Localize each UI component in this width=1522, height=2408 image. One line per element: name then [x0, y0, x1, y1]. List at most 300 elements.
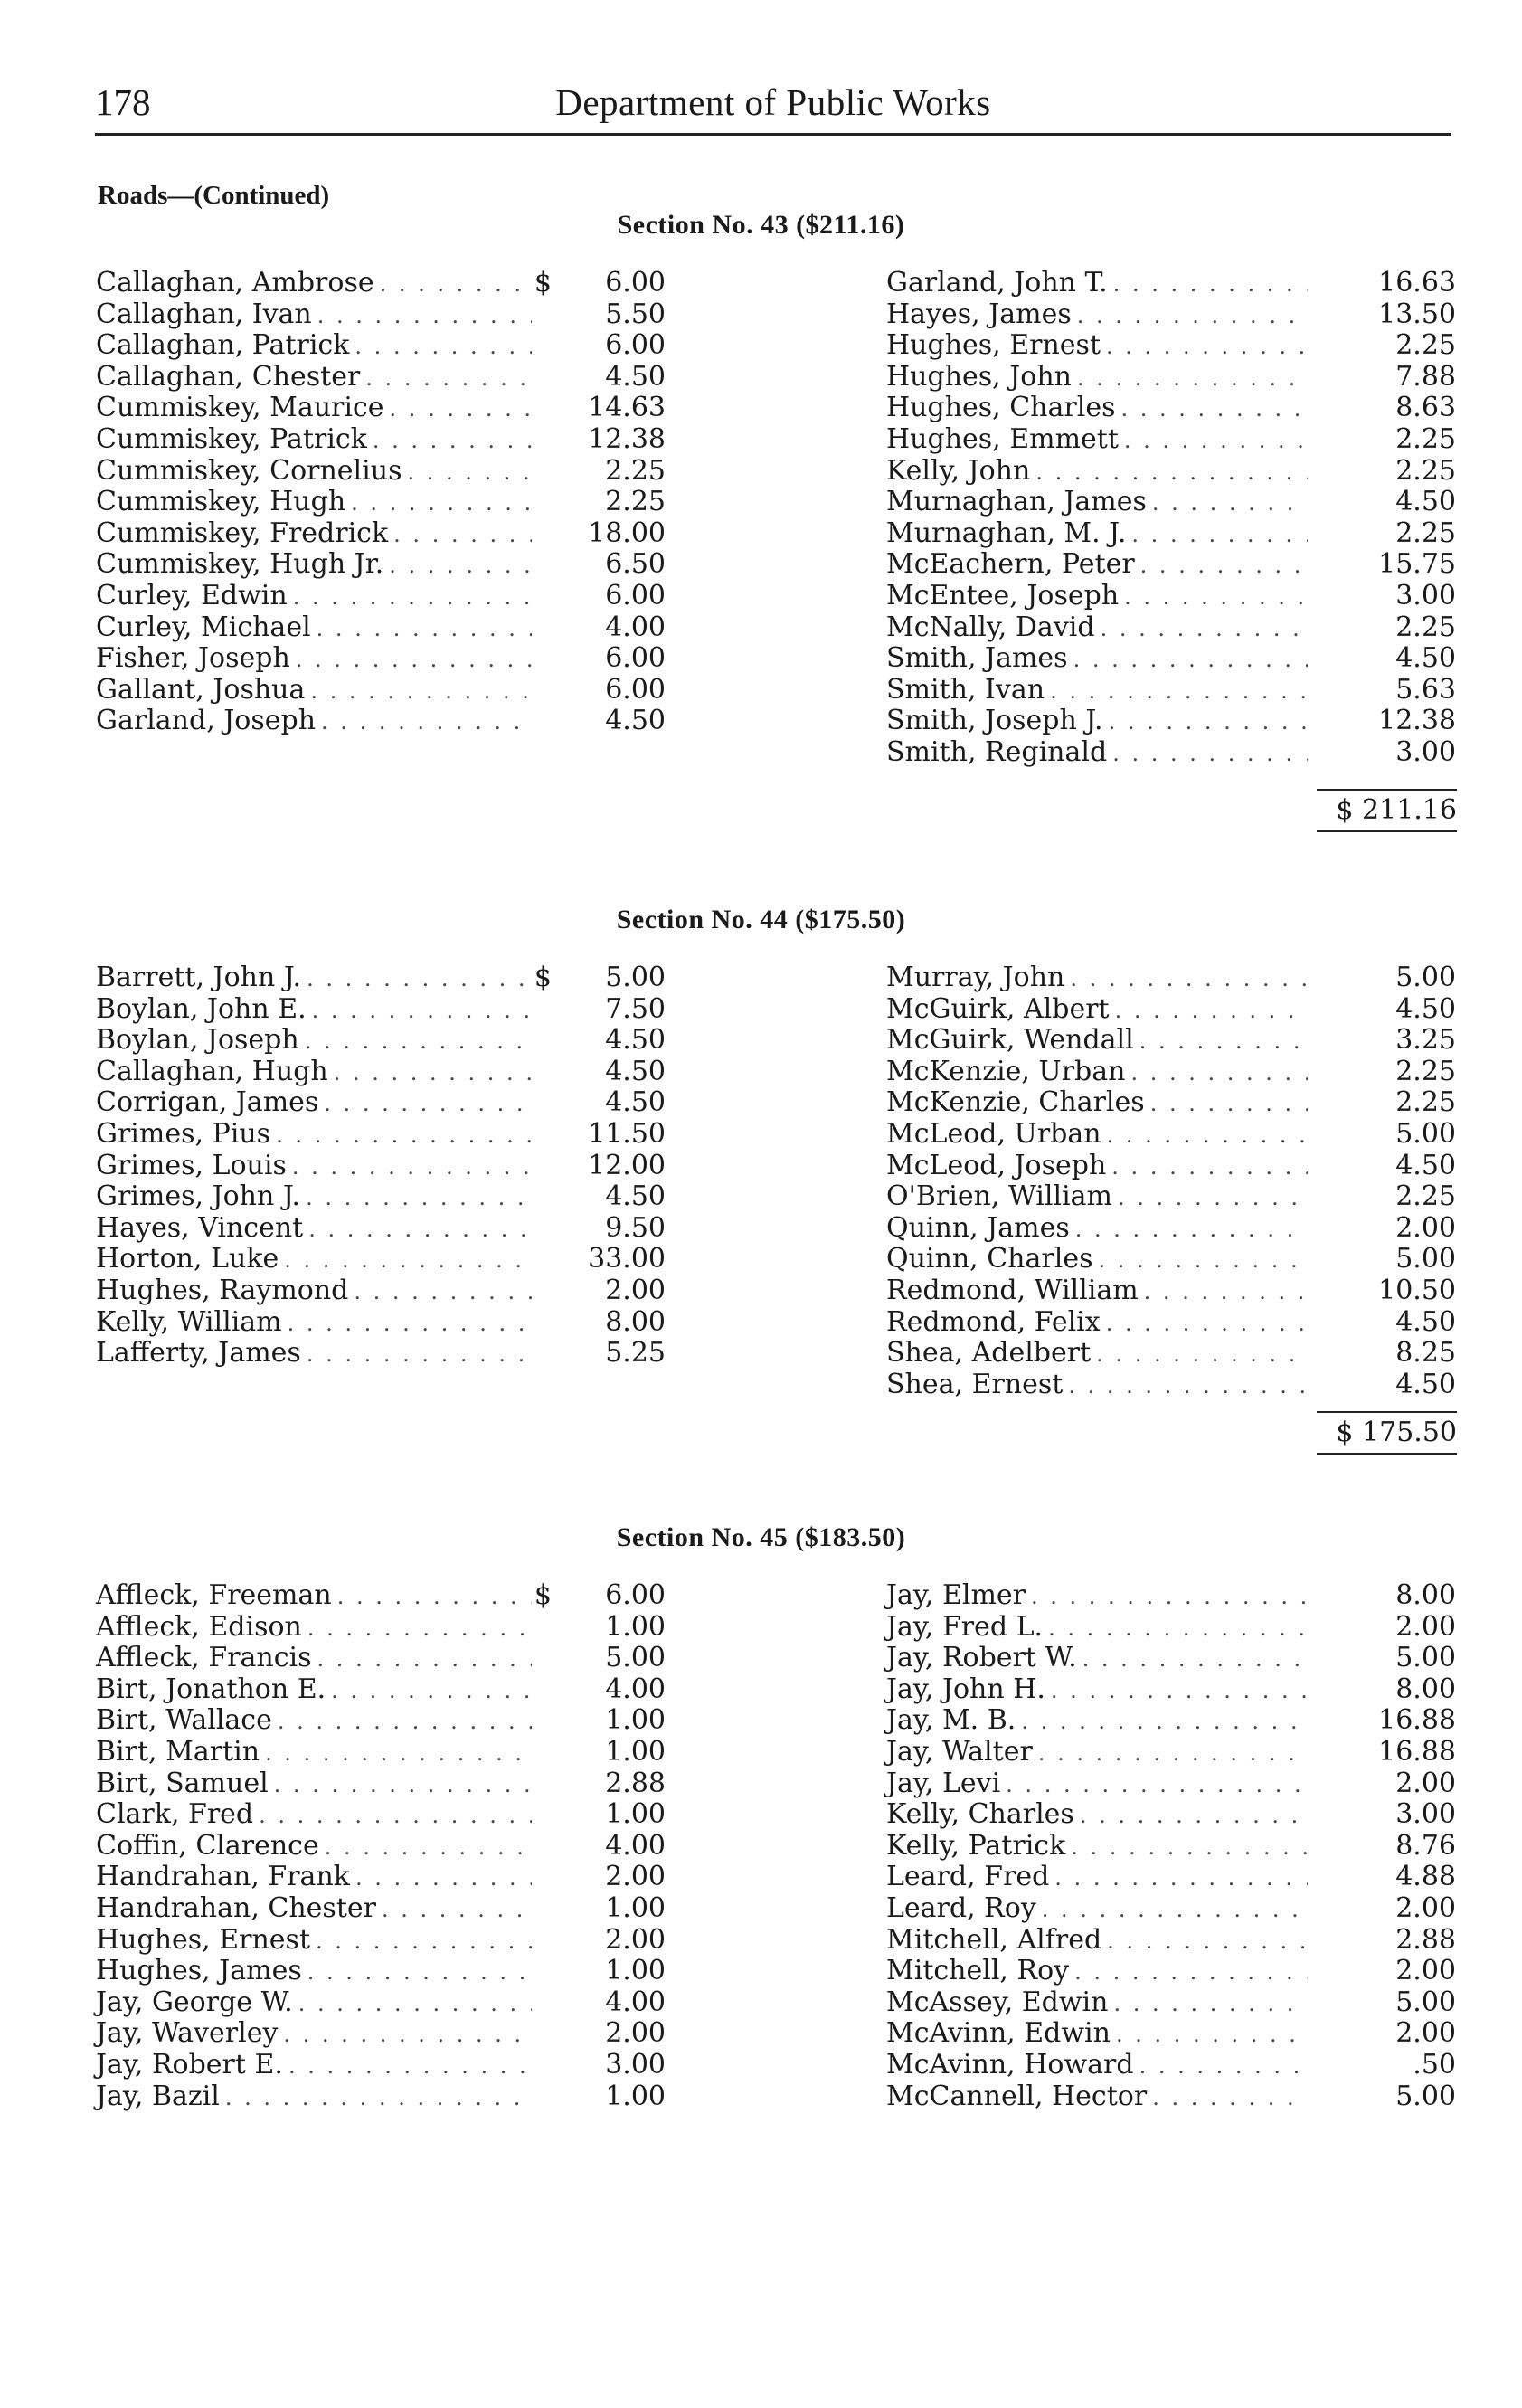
- payee-name: Kelly, Patrick: [886, 1829, 1066, 1862]
- ledger-row: [96, 1181, 666, 1213]
- ledger-row: [886, 1213, 1456, 1245]
- payment-amount: 10.50: [1378, 1274, 1456, 1306]
- dot-leader: [318, 1088, 532, 1120]
- payment-amount: 5.00: [1395, 1243, 1456, 1275]
- payment-amount: 2.00: [605, 1923, 666, 1956]
- dot-leader: [388, 519, 532, 551]
- dot-leader: [283, 2051, 532, 2082]
- ledger-row: [96, 1987, 666, 2019]
- payee-name: Kelly, William: [96, 1305, 282, 1338]
- dollar-sign: $: [534, 1579, 552, 1611]
- payment-amount: 1.00: [605, 1735, 666, 1768]
- payee-name: Murray, John: [886, 962, 1065, 993]
- ledger-row: [886, 487, 1456, 518]
- payment-amount: 5.00: [605, 962, 666, 993]
- dot-leader: [278, 2019, 532, 2051]
- payee-name: Mitchell, Roy: [886, 1955, 1070, 1987]
- payee-name: Leard, Roy: [886, 1891, 1036, 1924]
- dot-leader: [1125, 1057, 1308, 1089]
- ledger-row: [96, 1307, 666, 1339]
- payment-amount: 2.25: [1395, 454, 1456, 487]
- dot-leader: [253, 1800, 532, 1832]
- dot-leader: [383, 550, 532, 582]
- payee-name: McEachern, Peter: [886, 548, 1135, 581]
- ledger-row: [886, 1925, 1456, 1957]
- payee-name: Curley, Edwin: [96, 579, 288, 611]
- ledger-row: [96, 1057, 666, 1088]
- payee-name: Jay, George W.: [96, 1986, 293, 2018]
- payee-name: Clark, Fred: [96, 1798, 254, 1831]
- dot-leader: [220, 2082, 532, 2114]
- dot-leader: [269, 1769, 532, 1801]
- dot-leader: [1147, 2082, 1308, 2114]
- ledger-row: [886, 362, 1456, 393]
- payment-amount: 8.25: [1395, 1337, 1456, 1370]
- ledger-row: [886, 1057, 1456, 1088]
- dot-leader: [345, 488, 532, 519]
- dot-leader: [305, 676, 532, 707]
- dot-leader: [1119, 582, 1308, 613]
- payment-amount: 16.63: [1378, 267, 1456, 299]
- dot-leader: [1016, 1706, 1308, 1738]
- right-column: [886, 1580, 1456, 2112]
- ledger-row: [96, 1580, 666, 1612]
- left-column: [96, 1580, 666, 2112]
- ledger-row: [886, 1705, 1456, 1737]
- payee-name: Shea, Adelbert: [886, 1337, 1092, 1370]
- ledger-row: [96, 1151, 666, 1182]
- left-column: [96, 962, 666, 1370]
- payee-name: McEntee, Joseph: [886, 579, 1120, 611]
- dot-leader: [1068, 644, 1308, 676]
- section-total-block: [1317, 1411, 1457, 1455]
- ledger-row: [886, 1737, 1456, 1768]
- ledger-row: [886, 456, 1456, 488]
- payee-name: Leard, Fred: [886, 1861, 1050, 1893]
- dot-leader: [1049, 1863, 1308, 1894]
- dot-leader: [307, 995, 532, 1027]
- ledger-row: [96, 2050, 666, 2081]
- payee-name: Grimes, Louis: [96, 1149, 287, 1181]
- dot-leader: [301, 1339, 532, 1370]
- dot-leader: [332, 1581, 532, 1613]
- ledger-row: [96, 518, 666, 550]
- ledger-row: [886, 1987, 1456, 2019]
- payment-amount: 2.25: [1395, 1055, 1456, 1087]
- ledger-row: [886, 393, 1456, 424]
- dot-leader: [1077, 1644, 1308, 1675]
- payment-amount: 2.00: [1395, 2017, 1456, 2050]
- dot-leader: [1139, 1276, 1308, 1308]
- payment-amount: 4.88: [1395, 1861, 1456, 1893]
- payment-amount: 12.38: [588, 422, 666, 455]
- payment-amount: 4.50: [1395, 1368, 1456, 1400]
- payment-amount: 2.25: [1395, 422, 1456, 455]
- payee-name: McKenzie, Charles: [886, 1086, 1145, 1119]
- payment-amount: 5.00: [1395, 962, 1456, 993]
- payment-amount: 5.00: [1395, 2080, 1456, 2112]
- ledger-row: [886, 424, 1456, 456]
- dot-leader: [288, 582, 532, 613]
- dot-leader: [1108, 269, 1308, 300]
- ledger-row: [96, 2081, 666, 2113]
- dot-leader: [1030, 457, 1308, 488]
- payment-amount: 14.63: [588, 392, 666, 424]
- dot-leader: [326, 1675, 532, 1707]
- payee-name: Hughes, James: [96, 1955, 302, 1987]
- payment-amount: 33.00: [588, 1243, 666, 1275]
- payment-amount: 4.00: [605, 1673, 666, 1705]
- header-rule: [95, 133, 1451, 136]
- dot-leader: [302, 1613, 532, 1645]
- ledger-row: [96, 1213, 666, 1245]
- payee-name: Murnaghan, James: [886, 486, 1147, 518]
- dot-leader: [348, 1276, 532, 1308]
- ledger-row: [886, 1799, 1456, 1831]
- dot-leader: [402, 457, 532, 488]
- ledger-row: [886, 1181, 1456, 1213]
- ledger-row: [886, 2050, 1456, 2081]
- dot-leader: [311, 613, 532, 645]
- payee-name: Jay, John H.: [886, 1673, 1045, 1705]
- payee-name: McLeod, Urban: [886, 1117, 1101, 1150]
- payment-amount: 2.00: [1395, 1891, 1456, 1924]
- ledger-row: [96, 706, 666, 737]
- payee-name: Jay, M. B.: [886, 1704, 1016, 1737]
- ledger-row: [886, 268, 1456, 299]
- running-title: Department of Public Works: [555, 81, 991, 123]
- payment-amount: 8.76: [1395, 1829, 1456, 1862]
- payee-name: Cummiskey, Cornelius: [96, 454, 402, 487]
- dot-leader: [1070, 1214, 1308, 1246]
- payee-name: O'Brien, William: [886, 1180, 1112, 1213]
- payment-amount: 4.50: [1395, 992, 1456, 1025]
- dot-leader: [349, 331, 532, 363]
- ledger-row: [96, 1768, 666, 1800]
- payee-name: Grimes, John J.: [96, 1180, 301, 1213]
- payment-amount: 1.00: [605, 1610, 666, 1643]
- payee-name: Garland, Joseph: [96, 705, 317, 737]
- dot-leader: [1110, 995, 1308, 1027]
- ledger-row: [886, 1674, 1456, 1706]
- payee-name: Hughes, Raymond: [96, 1274, 349, 1306]
- payee-name: Gallant, Joshua: [96, 673, 306, 706]
- payee-name: McGuirk, Wendall: [886, 1024, 1134, 1057]
- ledger-row: [886, 1893, 1456, 1925]
- payment-amount: 11.50: [588, 1117, 666, 1150]
- payee-name: McKenzie, Urban: [886, 1055, 1126, 1087]
- payment-amount: 2.88: [605, 1767, 666, 1799]
- payee-name: Affleck, Francis: [96, 1642, 312, 1674]
- payee-name: Callaghan, Hugh: [96, 1055, 328, 1087]
- dot-leader: [1065, 1832, 1308, 1863]
- payment-amount: 1.00: [605, 2080, 666, 2112]
- payment-amount: 5.50: [605, 298, 666, 330]
- payee-name: Redmond, William: [886, 1274, 1139, 1306]
- payment-amount: 1.00: [605, 1891, 666, 1924]
- section-total: $ 175.50: [1336, 1417, 1457, 1448]
- ledger-row: [886, 1151, 1456, 1182]
- payment-amount: 5.25: [605, 1337, 666, 1370]
- ledger-row: [96, 1612, 666, 1644]
- payee-name: Birt, Samuel: [96, 1767, 269, 1799]
- payment-amount: 5.63: [1395, 673, 1456, 706]
- dot-leader: [303, 1214, 532, 1246]
- dot-leader: [282, 1308, 532, 1340]
- ledger-row: [96, 1119, 666, 1151]
- payee-name: Birt, Jonathon E.: [96, 1673, 326, 1705]
- payment-amount: 7.88: [1395, 360, 1456, 393]
- ledger-row: [96, 268, 666, 299]
- ledger-row: [886, 1370, 1456, 1401]
- payee-name: Cummiskey, Hugh Jr.: [96, 548, 384, 581]
- payee-name: Hughes, John: [886, 360, 1072, 393]
- dot-leader: [302, 1957, 532, 1988]
- dot-leader: [1115, 393, 1308, 425]
- payment-amount: 4.50: [605, 705, 666, 737]
- payee-name: Birt, Martin: [96, 1735, 260, 1768]
- payee-name: Boylan, Joseph: [96, 1024, 299, 1057]
- ledger-row: [886, 2081, 1456, 2113]
- payment-amount: .50: [1413, 2048, 1456, 2081]
- dot-leader: [1103, 706, 1308, 738]
- payee-name: Fisher, Joseph: [96, 642, 290, 675]
- payee-name: Smith, Reginald: [886, 735, 1108, 768]
- payee-name: Grimes, Pius: [96, 1117, 271, 1150]
- ledger-row: [96, 549, 666, 581]
- payment-amount: 4.50: [605, 1055, 666, 1087]
- dot-leader: [1045, 1675, 1308, 1707]
- payee-name: Curley, Michael: [96, 611, 311, 643]
- ledger-row: [96, 1737, 666, 1768]
- payee-name: Kelly, Charles: [886, 1798, 1074, 1831]
- ledger-row: [96, 456, 666, 488]
- dot-leader: [1108, 1988, 1308, 2020]
- ledger-row: [96, 612, 666, 644]
- payee-name: Hughes, Charles: [886, 392, 1116, 424]
- ledger-row: [886, 612, 1456, 644]
- dot-leader: [300, 1182, 532, 1214]
- payee-name: Mitchell, Alfred: [886, 1923, 1102, 1956]
- dot-leader: [1134, 2051, 1308, 2082]
- payee-name: Hughes, Ernest: [886, 329, 1101, 362]
- dot-leader: [290, 644, 532, 676]
- payment-amount: 2.25: [605, 454, 666, 487]
- payee-name: McNally, David: [886, 611, 1095, 643]
- dot-leader: [1091, 1339, 1308, 1370]
- payee-name: Callaghan, Chester: [96, 360, 361, 393]
- payment-amount: 2.25: [1395, 1086, 1456, 1119]
- payment-amount: 4.00: [605, 1829, 666, 1862]
- payee-name: Callaghan, Patrick: [96, 329, 350, 362]
- payee-name: Hayes, Vincent: [96, 1211, 304, 1244]
- payee-name: McAvinn, Howard: [886, 2048, 1134, 2081]
- ledger-row: [96, 675, 666, 706]
- ledger-row: [96, 643, 666, 675]
- payment-amount: 2.25: [1395, 611, 1456, 643]
- payee-name: Cummiskey, Fredrick: [96, 517, 389, 549]
- payment-amount: 8.63: [1395, 392, 1456, 424]
- payment-amount: 6.00: [605, 642, 666, 675]
- dot-leader: [1101, 1926, 1308, 1958]
- payment-amount: 5.00: [1395, 1986, 1456, 2018]
- dot-leader: [312, 300, 532, 332]
- ledger-row: [96, 1338, 666, 1370]
- ledger-row: [886, 706, 1456, 737]
- dot-leader: [279, 1245, 532, 1276]
- dot-leader: [270, 1120, 532, 1152]
- dot-leader: [293, 1988, 532, 2020]
- dot-leader: [1045, 676, 1308, 707]
- dot-leader: [1026, 1581, 1308, 1613]
- ledger-row: [886, 1338, 1456, 1370]
- payee-name: Jay, Elmer: [886, 1579, 1026, 1611]
- payee-name: Affleck, Edison: [96, 1610, 302, 1643]
- payee-name: Quinn, James: [886, 1211, 1070, 1244]
- payee-name: Smith, Joseph J.: [886, 705, 1103, 737]
- left-column: [96, 268, 666, 737]
- ledger-row: [886, 1087, 1456, 1119]
- payment-amount: 8.00: [605, 1305, 666, 1338]
- payment-amount: 16.88: [1378, 1735, 1456, 1768]
- payment-amount: 8.00: [1395, 1673, 1456, 1705]
- dot-leader: [1036, 1894, 1308, 1926]
- payee-name: Cummiskey, Maurice: [96, 392, 384, 424]
- ledger-row: [886, 1275, 1456, 1307]
- payee-name: Quinn, Charles: [886, 1243, 1093, 1275]
- ledger-row: [96, 1799, 666, 1831]
- payment-amount: 4.50: [1395, 486, 1456, 518]
- payee-name: Jay, Bazil: [96, 2080, 220, 2112]
- dot-leader: [1074, 1800, 1308, 1832]
- dot-leader: [287, 1152, 532, 1183]
- ledger-row: [886, 549, 1456, 581]
- ledger-row: [96, 330, 666, 362]
- dot-leader: [1126, 519, 1308, 551]
- payment-amount: 12.00: [588, 1149, 666, 1181]
- section-title: Section No. 43 ($211.16): [617, 210, 905, 240]
- dot-leader: [1107, 738, 1308, 770]
- payment-amount: 4.50: [605, 1024, 666, 1057]
- ledger-row: [886, 675, 1456, 706]
- payment-amount: 2.00: [1395, 1955, 1456, 1987]
- continued-label: Roads—(Continued): [98, 181, 330, 210]
- ledger-row: [886, 962, 1456, 994]
- payment-amount: 4.50: [1395, 1149, 1456, 1181]
- ledger-row: [96, 962, 666, 994]
- payment-amount: 3.00: [605, 2048, 666, 2081]
- payee-name: Callaghan, Ambrose: [96, 267, 374, 299]
- ledger-row: [886, 2018, 1456, 2050]
- ledger-row: [886, 1612, 1456, 1644]
- dot-leader: [1119, 425, 1308, 457]
- dot-leader: [1033, 1738, 1308, 1769]
- payee-name: McAssey, Edwin: [886, 1986, 1109, 2018]
- payment-amount: 4.50: [605, 1086, 666, 1119]
- ledger-row: [96, 1925, 666, 1957]
- ledger-row: [96, 1643, 666, 1674]
- dot-leader: [301, 963, 532, 995]
- payment-amount: 6.00: [605, 673, 666, 706]
- payee-name: Redmond, Felix: [886, 1305, 1101, 1338]
- payment-amount: 13.50: [1378, 298, 1456, 330]
- dot-leader: [384, 393, 532, 425]
- dot-leader: [1064, 963, 1308, 995]
- ledger-row: [96, 581, 666, 612]
- payment-amount: 1.00: [605, 1704, 666, 1737]
- ledger-row: [96, 1087, 666, 1119]
- payee-name: Hughes, Ernest: [96, 1923, 310, 1956]
- ledger-row: [96, 1831, 666, 1863]
- payee-name: Jay, Walter: [886, 1735, 1033, 1768]
- payee-name: Smith, James: [886, 642, 1068, 675]
- dollar-sign: $: [534, 267, 552, 299]
- ledger-row: [886, 1244, 1456, 1275]
- ledger-row: [886, 1643, 1456, 1674]
- dot-leader: [1106, 1152, 1308, 1183]
- ledger-row: [96, 1244, 666, 1275]
- payee-name: McGuirk, Albert: [886, 992, 1110, 1025]
- ledger-row: [96, 1893, 666, 1925]
- payee-name: Barrett, John J.: [96, 962, 302, 993]
- ledger-row: [886, 1307, 1456, 1339]
- payee-name: Coffin, Clarence: [96, 1829, 319, 1862]
- right-column: [886, 962, 1456, 1400]
- payment-amount: 4.00: [605, 1986, 666, 2018]
- ledger-row: [886, 994, 1456, 1026]
- payee-name: Hayes, James: [886, 298, 1072, 330]
- ledger-row: [96, 994, 666, 1026]
- dot-leader: [1111, 2019, 1308, 2051]
- payee-name: Jay, Fred L.: [886, 1610, 1044, 1643]
- payee-name: Jay, Levi: [886, 1767, 1001, 1799]
- payee-name: Horton, Luke: [96, 1243, 279, 1275]
- section-total: $ 211.16: [1336, 794, 1457, 826]
- payee-name: Boylan, John E.: [96, 992, 307, 1025]
- payment-amount: 2.00: [605, 1274, 666, 1306]
- dot-leader: [1043, 1613, 1308, 1645]
- payment-amount: 4.50: [1395, 642, 1456, 675]
- payee-name: Jay, Robert W.: [886, 1642, 1077, 1674]
- payee-name: McAvinn, Edwin: [886, 2017, 1111, 2050]
- ledger-row: [886, 1119, 1456, 1151]
- payment-amount: 1.00: [605, 1955, 666, 1987]
- dot-leader: [316, 706, 532, 738]
- payment-amount: 3.00: [1395, 735, 1456, 768]
- payee-name: Corrigan, James: [96, 1086, 319, 1119]
- ledger-row: [96, 1674, 666, 1706]
- payment-amount: 2.00: [605, 2017, 666, 2050]
- payee-name: Jay, Waverley: [96, 2017, 279, 2050]
- payee-name: Cummiskey, Patrick: [96, 422, 367, 455]
- ledger-row: [96, 1862, 666, 1893]
- ledger-row: [886, 1862, 1456, 1893]
- dot-leader: [1135, 550, 1308, 582]
- payee-name: Garland, John T.: [886, 267, 1108, 299]
- dot-leader: [350, 1863, 532, 1894]
- page-number: 178: [95, 81, 151, 123]
- payment-amount: 9.50: [605, 1211, 666, 1244]
- dot-leader: [1069, 1957, 1308, 1988]
- payment-amount: 6.00: [605, 329, 666, 362]
- payment-amount: 3.00: [1395, 1798, 1456, 1831]
- payment-amount: 6.00: [605, 267, 666, 299]
- payment-amount: 6.00: [605, 579, 666, 611]
- dot-leader: [376, 1894, 532, 1926]
- ledger-row: [886, 643, 1456, 675]
- ledger-row: [886, 1956, 1456, 1987]
- ledger-row: [96, 1275, 666, 1307]
